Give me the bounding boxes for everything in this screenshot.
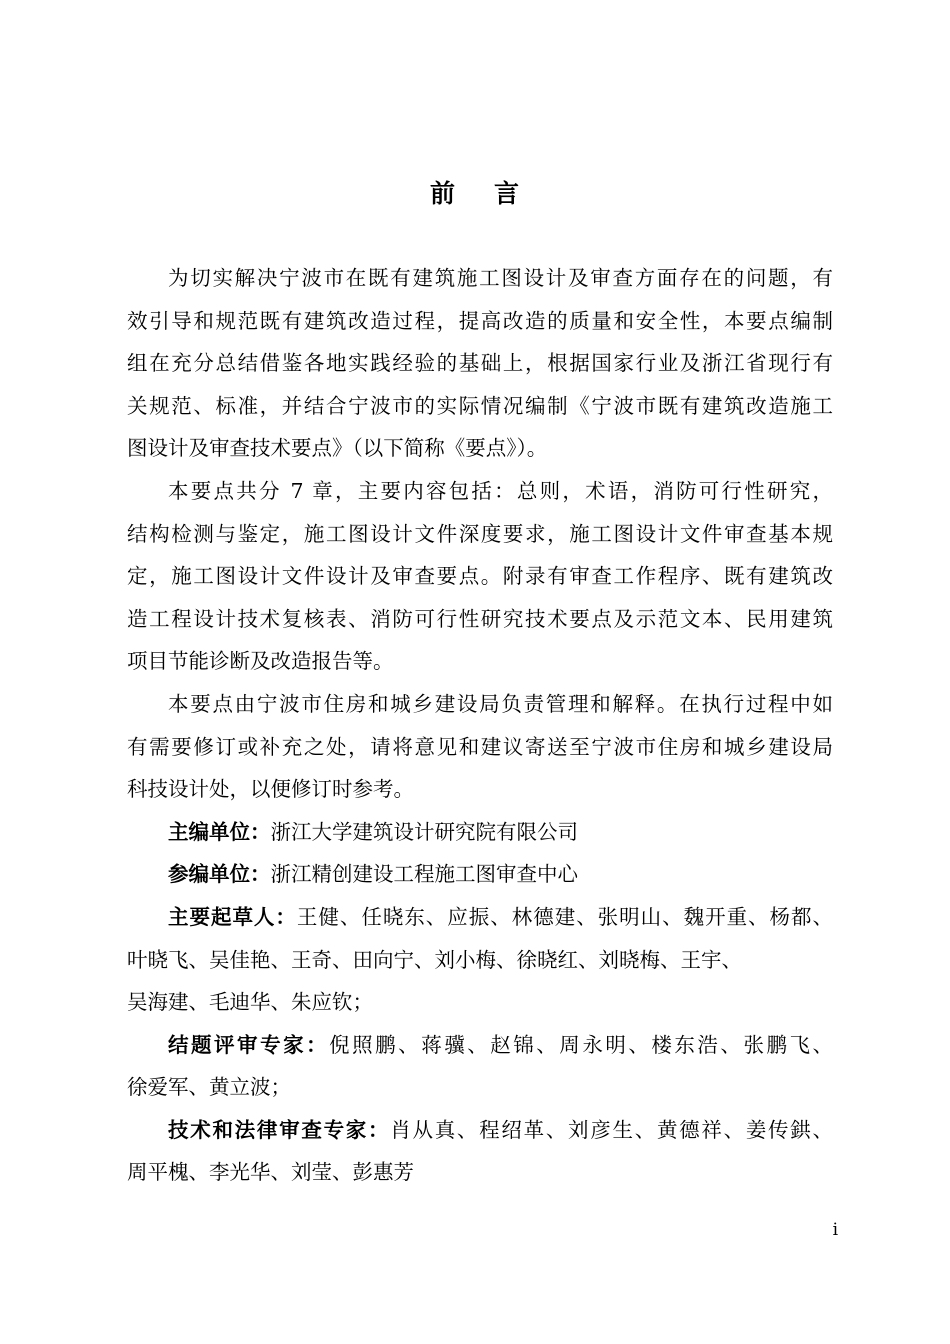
credit-co-editor xyxy=(127,853,833,896)
credit-label: 主要起草人： xyxy=(168,904,297,929)
text-line: 周平槐、李光华、刘莹、彭惠芳 xyxy=(127,1160,414,1185)
paragraph-contents xyxy=(127,470,833,683)
credit-value: 王健、任晓东、应振、林德建、张明山、魏开重、杨都、 xyxy=(296,904,834,929)
text-line xyxy=(127,896,833,939)
title-part-1: 前 xyxy=(429,179,456,208)
text-line xyxy=(127,1024,833,1067)
text-line: 本要点共分 7 章，主要内容包括：总则，术语，消防可行性研究， xyxy=(168,478,833,503)
text-line: 图设计及审查技术要点》（以下简称《要点》）。 xyxy=(127,436,548,461)
paragraph-management xyxy=(127,683,833,811)
text-line: 徐爱军、黄立波； xyxy=(127,1075,291,1100)
title-part-2: 言 xyxy=(494,179,521,208)
credit-drafters xyxy=(127,896,833,1024)
credit-legal-experts xyxy=(127,1109,833,1194)
text-line: 本要点由宁波市住房和城乡建设局负责管理和解释。在执行过程中如 xyxy=(168,691,833,716)
credit-value: 肖从真、程绍革、刘彦生、黄德祥、姜传鉷、 xyxy=(390,1117,834,1142)
credit-value: 浙江精创建设工程施工图审查中心 xyxy=(270,862,578,887)
text-line: 为切实解决宁波市在既有建筑施工图设计及审查方面存在的问题，有 xyxy=(168,266,833,290)
page-title xyxy=(0,174,950,210)
credit-label: 参编单位： xyxy=(168,862,271,887)
text-line: 科技设计处，以便修订时参考。 xyxy=(127,777,414,802)
text-line: 效引导和规范既有建筑改造过程，提高改造的质量和安全性，本要点编制 xyxy=(127,308,833,333)
text-line: 吴海建、毛迪华、朱应钦； xyxy=(127,990,373,1015)
text-line xyxy=(127,853,833,896)
text-line: 有需要修订或补充之处，请将意见和建议寄送至宁波市住房和城乡建设局 xyxy=(127,734,833,759)
text-line xyxy=(127,811,833,854)
text-line: 组在充分总结借鉴各地实践经验的基础上，根据国家行业及浙江省现行有 xyxy=(127,351,833,376)
credit-label: 技术和法律审查专家： xyxy=(168,1117,391,1142)
credit-review-experts xyxy=(127,1024,833,1109)
text-line: 定，施工图设计文件设计及审查要点。附录有审查工作程序、既有建筑改 xyxy=(127,564,833,589)
text-line: 项目节能诊断及改造报告等。 xyxy=(127,649,394,674)
credit-label: 结题评审专家： xyxy=(168,1032,330,1057)
text-line xyxy=(127,1109,833,1152)
credit-value: 倪照鹏、蒋骥、赵锦、周永明、楼东浩、张鹏飞、 xyxy=(329,1032,833,1057)
paragraph-purpose xyxy=(127,257,833,470)
text-line: 关规范、标准，并结合宁波市的实际情况编制《宁波市既有建筑改造施工 xyxy=(127,393,833,418)
text-line: 叶晓飞、吴佳艳、王奇、田向宁、刘小梅、徐晓红、刘晓梅、王宇、 xyxy=(127,947,742,972)
credit-chief-editor xyxy=(127,811,833,854)
text-line: 造工程设计技术复核表、消防可行性研究技术要点及示范文本、民用建筑 xyxy=(127,606,833,631)
text-line: 结构检测与鉴定，施工图设计文件深度要求，施工图设计文件审查基本规 xyxy=(127,521,833,546)
document-body xyxy=(127,257,833,1194)
page-number: i xyxy=(832,1220,838,1240)
credit-value: 浙江大学建筑设计研究院有限公司 xyxy=(270,819,578,844)
credit-label: 主编单位： xyxy=(168,819,271,844)
